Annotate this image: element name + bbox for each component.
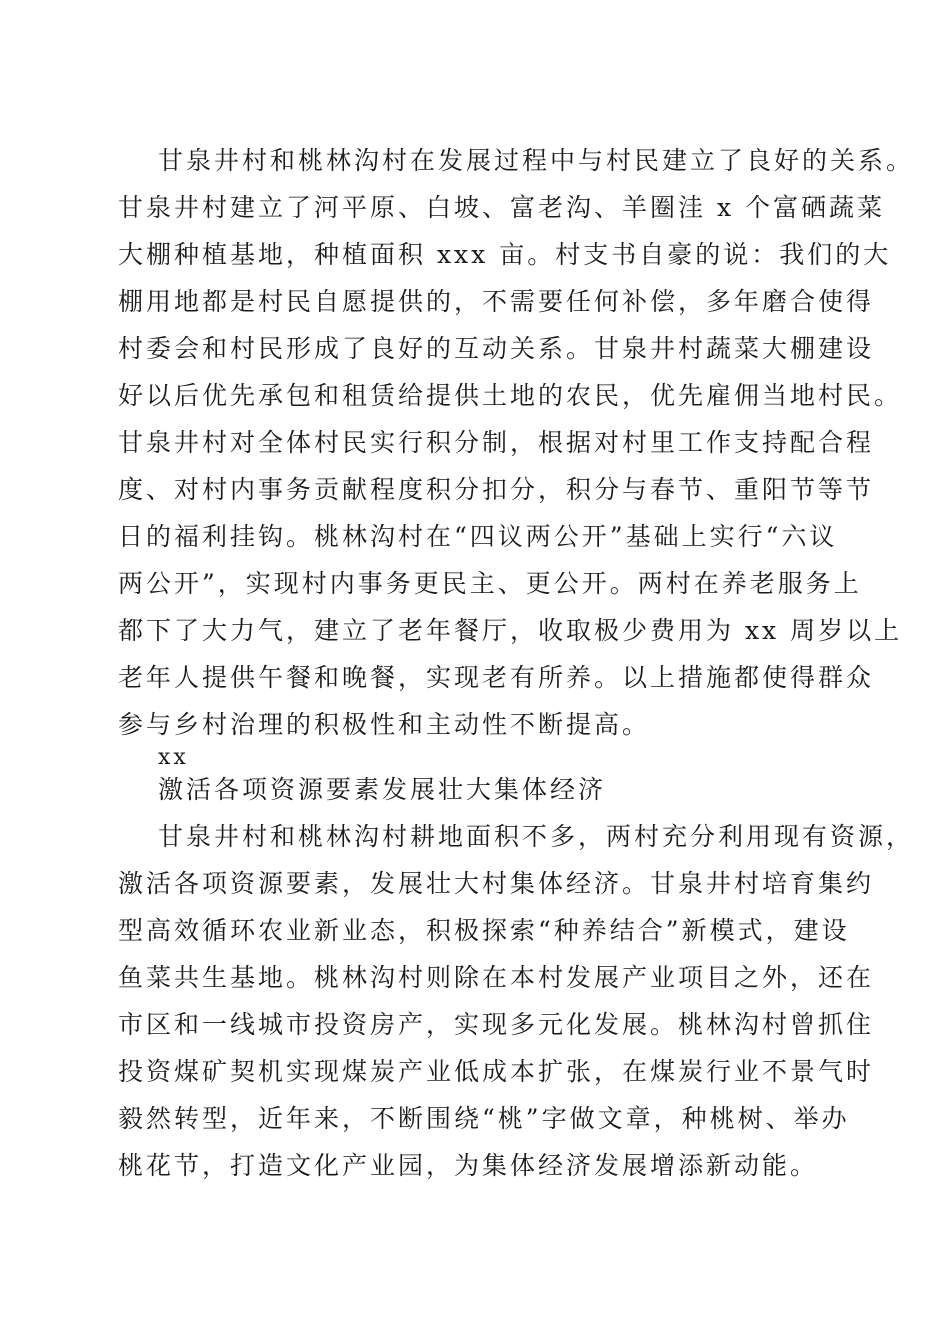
paragraph1-line-12: 老年人提供午餐和晚餐，实现老有所养。以上措施都使得群众 <box>118 663 875 692</box>
paragraph1-line-1: 甘泉井村和桃林沟村在发展过程中与村民建立了良好的关系。 <box>158 146 915 175</box>
paragraph1-line-10: 两公开”，实现村内事务更民主、更公开。两村在养老服务上 <box>118 569 862 598</box>
paragraph1-line-7: 甘泉井村对全体村民实行积分制，根据对村里工作支持配合程 <box>118 428 875 457</box>
section-heading: 激活各项资源要素发展壮大集体经济 <box>158 775 607 804</box>
paragraph1-line-4: 棚用地都是村民自愿提供的，不需要任何补偿，多年磨合使得 <box>118 287 875 316</box>
paragraph2-line-8: 桃花节，打造文化产业园，为集体经济发展增添新动能。 <box>118 1151 819 1180</box>
paragraph2-line-7: 毅然转型，近年来，不断围绕“桃”字做文章，种桃树、举办 <box>118 1104 850 1133</box>
paragraph2-line-1: 甘泉井村和桃林沟村耕地面积不多，两村充分利用现有资源， <box>158 822 915 851</box>
paragraph2-line-6: 投资煤矿契机实现煤炭产业低成本扩张，在煤炭行业不景气时 <box>118 1057 875 1086</box>
paragraph2-line-4: 鱼菜共生基地。桃林沟村则除在本村发展产业项目之外，还在 <box>118 963 875 992</box>
paragraph1-line-9: 日的福利挂钩。桃林沟村在“四议两公开”基础上实行“六议 <box>118 522 838 551</box>
paragraph1-line-6: 好以后优先承包和租赁给提供土地的农民，优先雇佣当地村民。 <box>118 381 903 410</box>
section-number: xx <box>158 745 189 770</box>
paragraph1-line-3: 大棚种植基地，种植面积 xxx 亩。村支书自豪的说：我们的大 <box>118 240 892 269</box>
paragraph2-line-2: 激活各项资源要素，发展壮大村集体经济。甘泉井村培育集约 <box>118 869 875 898</box>
paragraph1-line-13: 参与乡村治理的积极性和主动性不断提高。 <box>118 710 651 739</box>
paragraph1-line-11: 都下了大力气，建立了老年餐厅，收取极少费用为 xx 周岁以上 <box>118 616 903 645</box>
paragraph2-line-5: 市区和一线城市投资房产，实现多元化发展。桃林沟村曾抓住 <box>118 1010 875 1039</box>
paragraph1-line-5: 村委会和村民形成了良好的互动关系。甘泉井村蔬菜大棚建设 <box>118 334 875 363</box>
paragraph1-line-8: 度、对村内事务贡献程度积分扣分，积分与春节、重阳节等节 <box>118 475 875 504</box>
paragraph1-line-2: 甘泉井村建立了河平原、白坡、富老沟、羊圈洼 x 个富硒蔬菜 <box>118 193 885 222</box>
paragraph2-line-3: 型高效循环农业新业态，积极探索“种养结合”新模式，建设 <box>118 916 850 945</box>
